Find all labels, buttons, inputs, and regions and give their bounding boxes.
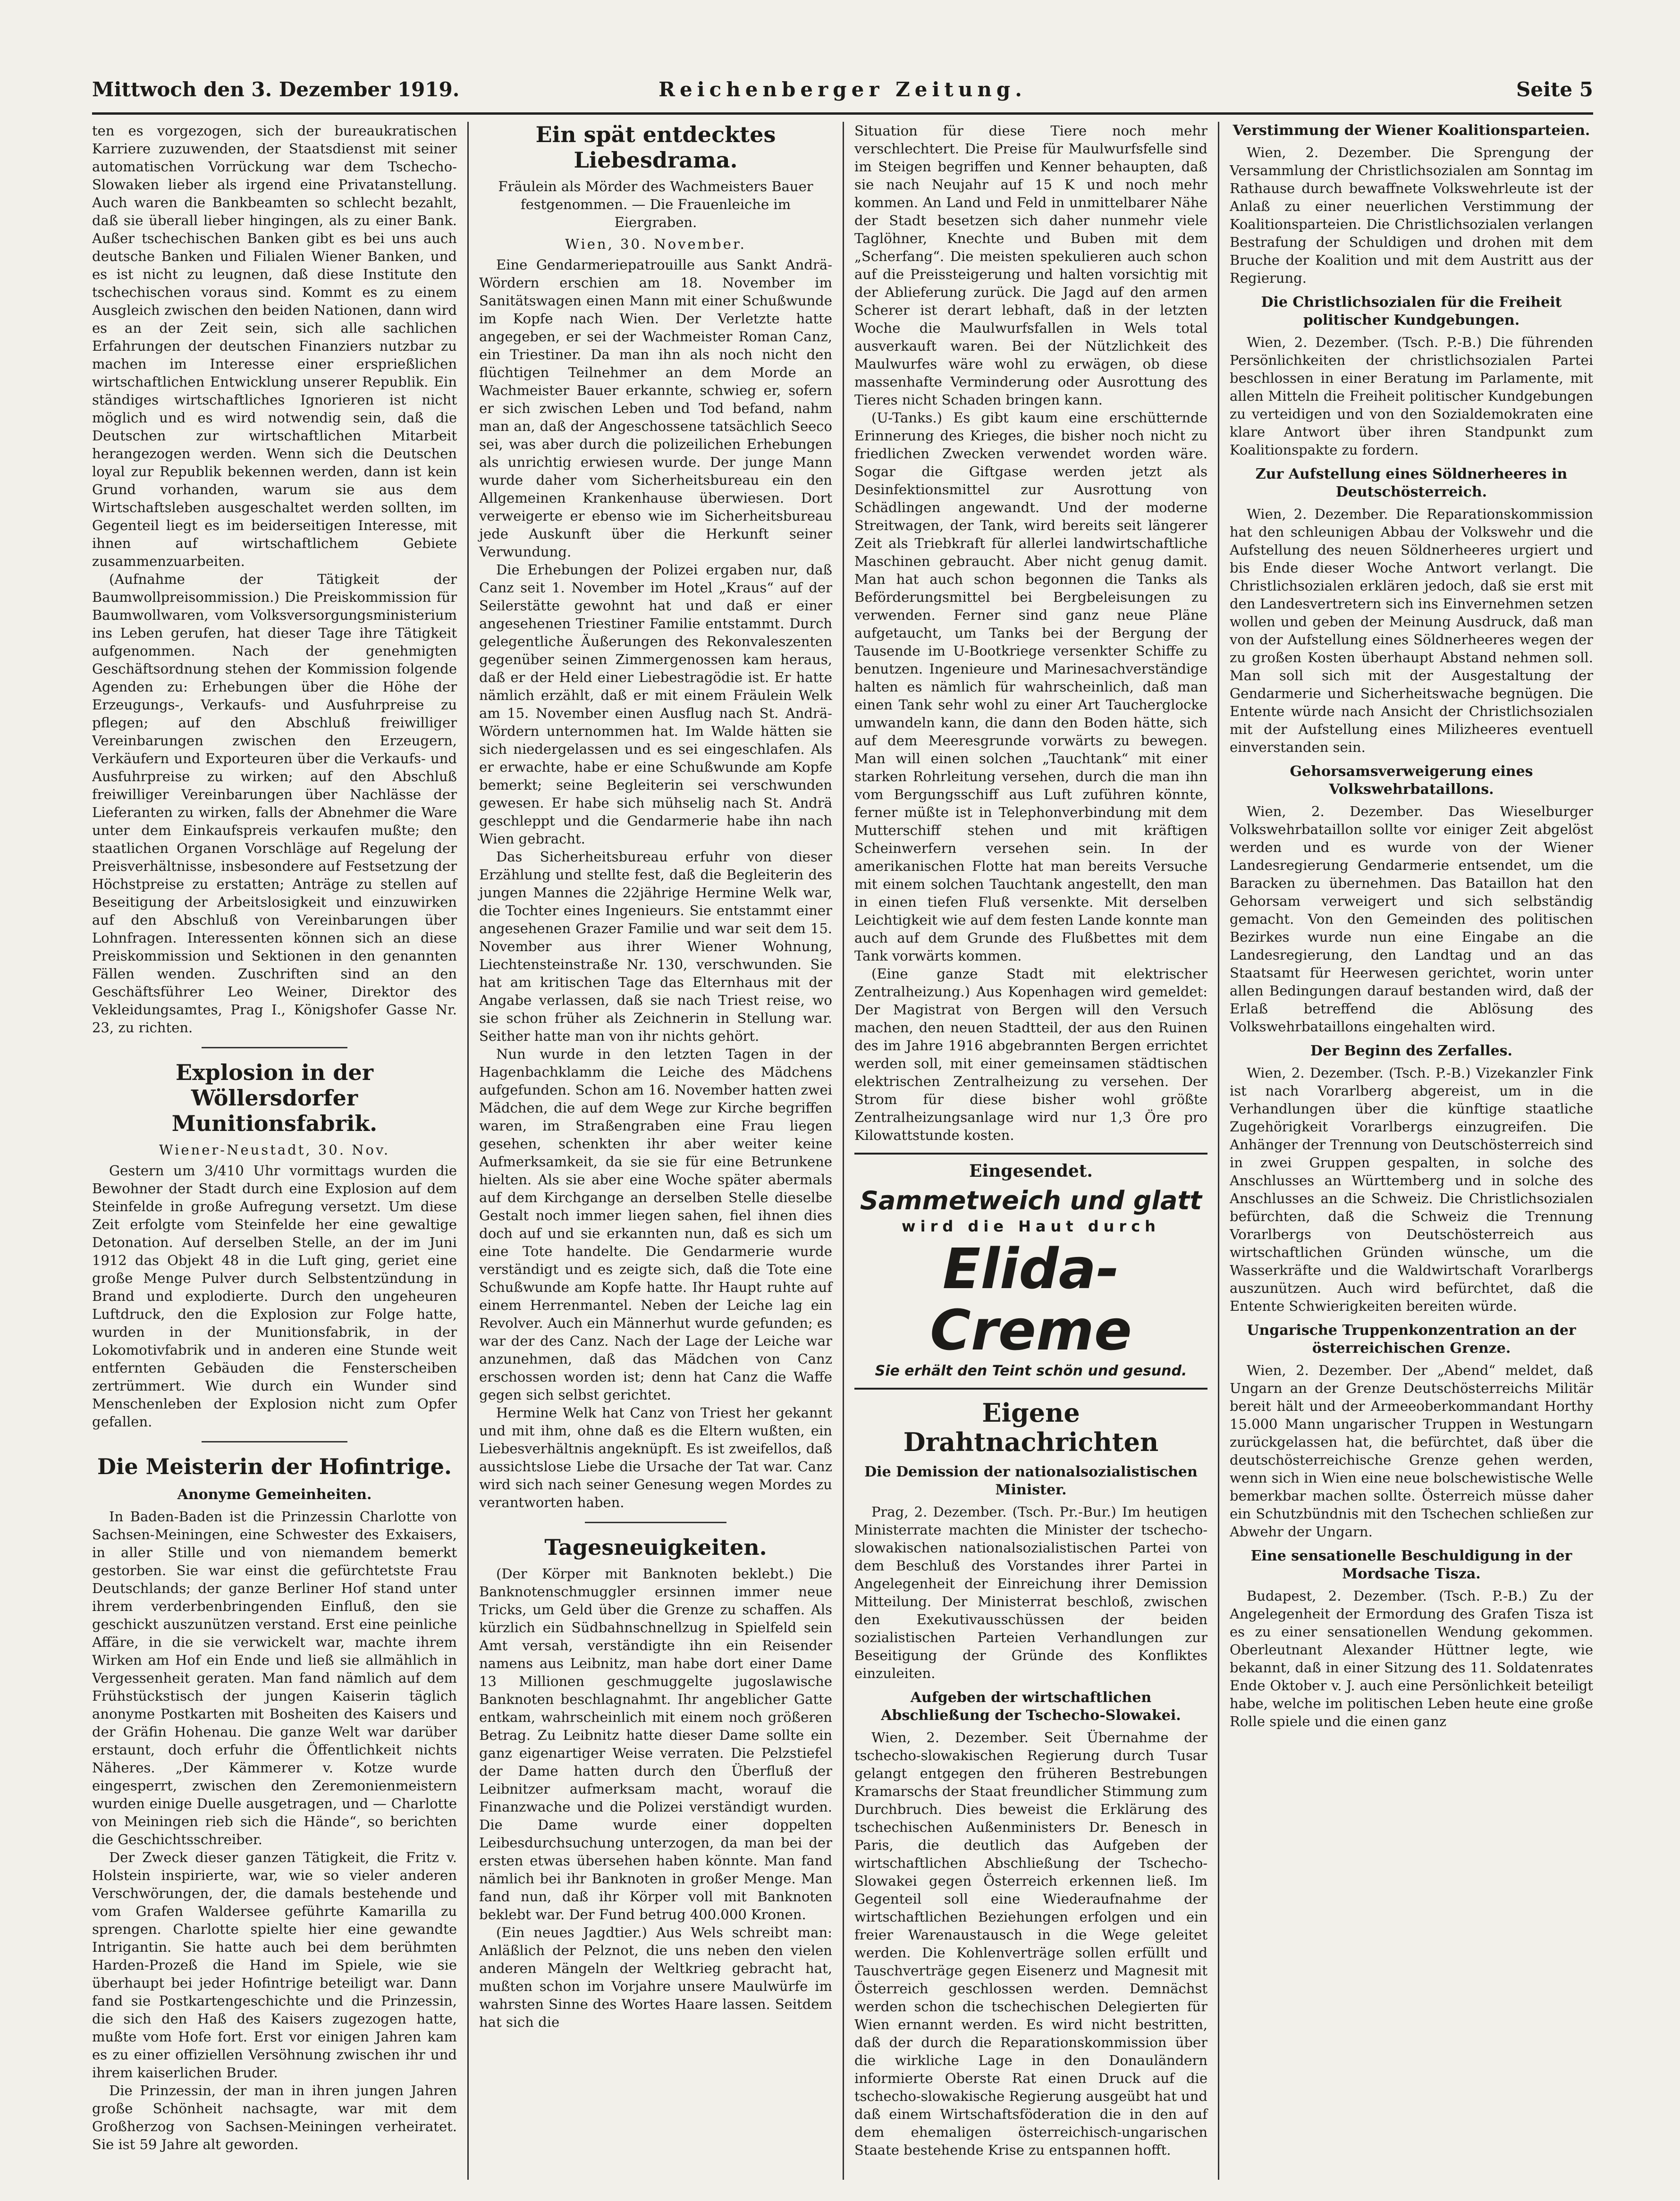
article-paragraph: Wien, 2. Dezember. Seit Übernahme der tschecho-slowakischen Regierung durch Tusar gelangt entgegen den früheren Bestrebungen Kramarschs der Staat freundlicher Stimmung zum Durchbruch. Dies beweist die Erklärung des tschechischen Außenministers Dr. Benesch in Paris, die deutlich das Aufgeben der wirtschaftlichen Abschließung der Tschecho-Slowakei gegen Österreich erkennen ließ. Im Gegenteil soll eine Wiederaufnahme der wirtschaftlichen Beziehungen erfolgen und ein freier Warenaustausch in die Wege geleitet werden. Die Kohlenverträge sollen erfüllt und Tauschverträge gegen Eisenerz und Magnesit mit Österreich geschlossen werden. Demnächst werden schon die tschechischen Delegierten für Wien ernannt werden. Es wird nicht bestritten, daß der durch die Reparationskommission über die wirkliche Lage in den Donauländern informierte Oberste Rat einen Druck auf die tschecho-slowakische Regierung ausgeübt hat und daß einem Wirtschaftsföderation die in den auf dem ehemaligen österreichisch-ungarischen Staate bestehende Krise zu entspannen hofft. [854,1729,1207,2158]
article-paragraph: Wien, 2. Dezember. Die Reparationskommission hat den schleunigen Abbau der Volkswehr und die Aufstellung des neuen Söldnerheeres urgiert und bis Ende dieser Woche Antwort verlangt. Die Christlichsozialen erklären jedoch, daß sie erst mit den Landesvertretern sich ins Einvernehmen setzen wollen und geben der Meinung Ausdruck, daß man von der Aufstellung eines Söldnerheeres wegen der zu großen Kosten überhaupt Abstand nehmen soll. Man soll sich mit der Ausgestaltung der Gendarmerie und Sicherheitswache begnügen. Die Entente würde nach Ansicht der Christlichsozialen mit der Aufstellung eines Milizheeres eventuell einverstanden sein. [1230,506,1593,755]
ad-brand: Elida-Creme [930,1236,1132,1363]
article-paragraph: Eine Gendarmeriepatrouille aus Sankt Andrä-Wördern erschien am 18. November im Sanitätswagen einen Mann mit einer Schußwunde im Kopfe nach Wien. Der Verletzte hatte angegeben, er sei der Wachmeister Roman Canz, ein Triestiner. Da man ihn als noch nicht den flüchtigen Teilnehmer an dem Morde an Wachmeister Bauer erkannte, schwieg er, sofern er sich zwischen Leben und Tod befand, nahm man an, daß der Angeschossene tatsächlich Seeco sei, was aber durch die polizeilichen Erhebungen als unrichtig erwiesen wurde. Der junge Mann wurde daher vom Sicherheitsbureau ein den Allgemeinen Krankenhause überwiesen. Dort verweigerte er ebenso wie im Sicherheitsbureau jede Auskunft über die Herkunft seiner Verwundung. [479,257,832,560]
article-paragraph: Wien, 2. Dezember. Das Wieselburger Volkswehrbataillon sollte vor einiger Zeit abgelöst werden und es wurde von der Wiener Landesregierung Gendarmerie entsendet, um die Baracken zu übernehmen. Das Bataillon hat den Gehorsam verweigert und sich selbständig gemacht. Von den Gemeinden des politischen Bezirkes wurde nun eine Eingabe an die Landesregierung, den Landtag und an das Staatsamt für Heerwesen gerichtet, worin unter allen Bedingungen darauf bestanden wird, daß der Erlaß betreffend die Ablösung des Volkswehrbataillons eingehalten wird. [1230,803,1593,1035]
newspaper-title: Reichenberger Zeitung. [658,78,1027,101]
news-item: (U-Tanks.) Es gibt kaum eine erschütternde Erinnerung des Krieges, die bisher noch nicht zu friedlichen Zwecken verwendet worden wäre. Sogar die Giftgase werden jetzt als Desinfektionsmittel zur Ausrottung von Schädlingen angewandt. Und der moderne Streitwagen, der Tank, wird bereits seit längerer Zeit als Triebkraft für allerlei landwirtschaftliche Maschinen gebraucht. Aber nicht genug damit. Man hat auch schon begonnen die Tanks als Beförderungsmittel bei Bergbeleisungen zu verwenden. Ferner sind ganz neue Pläne aufgetaucht, um Tanks bei der Bergung der Tausende im U-Bootkriege versenkter Schiffe zu benutzen. Ingenieure und Marinesachverständige halten es nämlich für wahrscheinlich, daß man einen Tank sehr wohl zu einer Art Taucherglocke umwandeln kann, die dann den Boden hätte, sich auf dem Meeresgrunde vorwärts zu bewegen. Man will einen solchen „Tauchtank“ mit einer starken Rohrleitung versehen, durch die man ihn vom Bergungsschiff aus Luft zuführen könnte, ferner müßte ist in Telephonverbindung mit dem Mutterschiff stehen und mit kräftigen Scheinwerfern versehen sein. In der amerikanischen Flotte hat man bereits Versuche mit einem solchen Tauchtank angestellt, den man in einen tiefen Fluß versenkte. Mit derselben Leichtigkeit wie auf dem festen Lande konnte man auch auf dem Grunde des Flußbettes mit dem Tank vorwärts kommen. [854,410,1207,964]
ad-slogan: Sammetweich und glatt [860,1186,1202,1215]
article-paragraph: Wien, 2. Dezember. Die Sprengung der Versammlung der Christlichsozialen am Sonntag im Rathause durch bewaffnete Volkswehrleute ist der Anlaß zu einer neuerlichen Verstimmung der Koalitionsparteien. Die Christlichsozialen verlangen Bestrafung der Schuldigen und drohen mit dem Bruche der Koalition und mit dem Austritt aus der Regierung. [1230,144,1593,286]
article-subheadline: Die Demission der nationalsozialistischen Minister. [864,1464,1198,1498]
article-paragraph: Der Zweck dieser ganzen Tätigkeit, die Fritz v. Holstein inspirierte, war, wie so vieler anderen Verschwörungen, der, die damals bestehende und vom Grafen Waldersee geführte Kamarilla zu sprengen. Charlotte spielte hier eine gewandte Intrigantin. Sie hatte auch bei dem berühmten Harden-Prozeß die Hand im Spiele, wie sie überhaupt bei jeder Hofintrige beteiligt war. Dann fand sie Postkartengeschichte und die Prinzessin, die sich den Haß des Kaisers zugezogen hatte, mußte vom Hofe fort. Erst vor einigen Jahren kam es zu einer offiziellen Versöhnung zwischen ihr und ihrem kaiserlichen Bruder. [92,1849,457,2081]
article-kicker: Fräulein als Mörder des Wachmeisters Bauer festgenommen. — Die Frauenleiche im Eiergraben. [498,178,813,230]
article-paragraph: Budapest, 2. Dezember. (Tsch. P.-B.) Zu der Angelegenheit der Ermordung des Grafen Tisza ist es zu einer sensationellen Wendung gekommen. Oberleutnant Alexander Hüttner legte, wie bekannt, daß in einer Sitzung des 11. Soldatenrates Ende Oktober v. J. auch eine Persönlichkeit beteiligt habe, welche im politischen Leben heute eine große Rolle spiele und die einen ganz [1230,1588,1593,1729]
separator [585,1522,726,1523]
ad-subline: wird die Haut durch [902,1217,1160,1235]
article-paragraph: Gestern um 3/410 Uhr vormittags wurden die Bewohner der Stadt durch eine Explosion auf dem Steinfelde in große Aufregung versetzt. Um diese Zeit erfolgte vom Steinfelde her eine gewaltige Detonation. Auf derselben Stelle, an der im Juni 1912 das Objekt 48 in die Luft ging, geriet eine große Menge Pulver durch Selbstentzündung in Brand und explodierte. Durch den ungeheuren Luftdruck, den die Explosion zur Folge hatte, wurden in der Munitionsfabrik, in der Lokomotivfabrik und in anderen eine Stunde weit entfernten Gebäuden die Fensterscheiben zertrümmert. Wie durch ein Wunder sind Menschenleben der Explosion nicht zum Opfer gefallen. [92,1163,457,1430]
article-subheadline: Der Beginn des Zerfalles. [1310,1043,1512,1059]
article-headline: Explosion in der Wöllersdorfer Munitionsfabrik. [171,1060,378,1136]
article-columns [92,122,1593,2180]
header-rule [92,112,1593,115]
article-headline: Die Meisterin der Hofintrige. [97,1454,452,1479]
section-headline: Tagesneuigkeiten. [544,1535,767,1560]
advertisement [854,1153,1207,1390]
article-subheadline: Eine sensationelle Beschuldigung in der Mordsache Tisza. [1250,1548,1572,1582]
article-paragraph: ten es vorgezogen, sich der bureaukratischen Karriere zuzuwenden, der Staatsdienst mit seiner automatischen Vorrückung war dem Tschecho-Slowaken lieber als irgend eine Privatanstellung. Auch waren die Bankbeamten so schlecht bezahlt, daß sie überall lieber hingingen, als zu einer Bank. Außer tschechischen Banken gibt es bei uns auch deutsche Banken und Filialen Wiener Banken, und es ist nicht zu leugnen, daß diese Institute den tschechischen voraus sind. Kommt es zu einem Ausgleich zwischen den beiden Nationen, dann wird es an der Zeit sein, sich alle sachlichen Erfahrungen der deutschen Finanziers nutzbar zu machen im Interesse einer ersprießlichen wirtschaftlichen Entwicklung unserer Republik. Ein ständiges wirtschaftliches Ignorieren ist nicht möglich und es wird notwendig sein, daß die Deutschen zur wirtschaftlichen Mitarbeit herangezogen werden. Wenn sich die Deutschen loyal zur Republik bekennen werden, dann ist kein Grund vorhanden, warum sie aus dem Wirtschaftsleben ausgeschaltet werden sollten, im Gegenteil liegt es im beiderseitigen Interesse, mit ihnen auf wirtschaftlichem Gebiete zusammenzuarbeiten. [92,123,457,569]
column-1 [92,122,467,2180]
ad-label: Eingesendet. [969,1161,1093,1181]
news-item: (Eine ganze Stadt mit elektrischer Zentralheizung.) Aus Kopenhagen wird gemeldet: Der Magistrat von Bergen will den Versuch machen, den neuen Stadtteil, der aus den Ruinen des im Jahre 1916 abgebrannten Bergen errichtet werden soll, mit einer gemeinsamen städtischen elektrischen Zentralheizung zu versehen. Der Strom für diese bisher wohl größte Zentralheizungsanlage wird nur 1,3 Öre pro Kilowattstunde kosten. [854,966,1207,1143]
article-paragraph: Das Sicherheitsbureau erfuhr von dieser Erzählung und stellte fest, daß die Begleiterin des jungen Mannes die 22jährige Hermine Welk war, die Tochter eines Ingenieurs. Sie entstammt einer angesehenen Grazer Familie und war seit dem 15. November aus ihrer Wiener Wohnung, Liechtensteinstraße Nr. 130, verschwunden. Sie hat am kritischen Tage das Elternhaus mit der Angabe verlassen, daß sie nach Triest reise, wo sie schon früher als Zeichnerin in Stellung war. Seither hatte man von ihr nichts gehört. [479,849,832,1044]
issue-date: Mittwoch den 3. Dezember 1919. [92,78,460,101]
article-paragraph: Die Prinzessin, der man in ihren jungen Jahren große Schönheit nachsagte, war mit dem Großherzog von Sachsen-Meiningen verheiratet. Sie ist 59 Jahre alt geworden. [92,2083,457,2152]
column-4 [1218,122,1593,2180]
article-subheadline: Anonyme Gemeinheiten. [177,1486,372,1503]
dateline: Wiener-Neustadt, 30. Nov. [159,1142,390,1158]
article-subheadline: Ungarische Truppenkonzentration an der österreichischen Grenze. [1247,1322,1576,1357]
article-subheadline: Die Christlichsozialen für die Freiheit politischer Kundgebungen. [1261,294,1562,329]
news-item: (Der Körper mit Banknoten beklebt.) Die Banknotenschmuggler ersinnen immer neue Tricks, um Geld über die Grenze zu schaffen. Als kürzlich ein Südbahnschnellzug in Spielfeld sein Amt versah, verständigte ihn ein Reisender namens aus Leibnitz, man habe dort einer Dame 13 Millionen geschmuggelte jugoslawische Banknoten beschlagnahmt. Ihr angeblicher Gatte entkam, wahrscheinlich mit einem noch größeren Betrag. Zu Leibnitz hatte dieser Dame sollte ein ganz eigenartiger Weise verraten. Die Pelzstiefel der Dame hatten durch den Überfluß der Leibnitzer aufmerksam macht, worauf die Finanzwache und die Polizei verständigt wurden. Die Dame wurde einer doppelten Leibesdurchsuchung unterzogen, da man bei der ersten etwas übersehen haben könnte. Man fand nämlich bei ihr Banknoten in großer Menge. Man fand nun, daß ihr Körper voll mit Banknoten beklebt war. Der Fund betrug 400.000 Kronen. [479,1566,832,1923]
column-2 [467,122,843,2180]
ad-tagline: Sie erhält den Teint schön und gesund. [875,1363,1187,1379]
column-3 [843,122,1218,2180]
article-paragraph: Wien, 2. Dezember. Der „Abend“ meldet, daß Ungarn an der Grenze Deutschösterreichs Militär bereit hält und der Armeeoberkommandant Horthy 15.000 Mann ungarischer Truppen in Westungarn zurückgelassen hat, die befürchtet, daß über die deutschösterreichische Grenze gehen werden, wenn sich in Wien eine neue bolschewistische Welle bemerkbar machen sollte. Österreich müsse daher ein Schutzbündnis mit den Tschechen schließen zur Abwehr der Ungarn. [1230,1362,1593,1540]
article-paragraph: (Aufnahme der Tätigkeit der Baumwollpreisommission.) Die Preiskommission für Baumwollwaren, vom Volksversorgungsministerium ins Leben gerufen, hat dieser Tage ihre Tätigkeit aufgenommen. Nach der genehmigten Geschäftsordnung stehen der Kommission folgende Agenden zu: Erhebungen über die Höhe der Erzeugungs-, Verkaufs- und Ausfuhrpreise zu pflegen; auf den Abschluß freiwilliger Vereinbarungen zwischen den Erzeugern, Verkäufern und Exporteuren über die Verkaufs- und Ausfuhrpreise zu wirken; auf den Abschluß freiwilliger Vereinbarungen über Nachlässe der Lieferanten zu wirken, falls der Abnehmer die Ware unter dem Einkaufspreis verkaufen mußte; den staatlichen Organen Vorschläge auf Regelung der Preisverhältnisse, insbesondere auf Festsetzung der Höchstpreise zu erstatten; Anträge zu stellen auf Beseitigung der Arbeitslosigkeit und einzuwirken auf den Abschluß von Vereinbarungen über Lohnfragen. Interessenten können sich an diese Preiskommission und Sektionen in den genannten Fällen wenden. Zuschriften sind an den Geschäftsführer Leo Weiner, Direktor des Vekleidungsamtes, Prag I., Königshofer Gasse Nr. 23, zu richten. [92,571,457,1036]
article-paragraph: Hermine Welk hat Canz von Triest her gekannt und mit ihm, ohne daß es die Eltern wußten, ein Liebesverhältnis angeknüpft. Es ist zweifellos, daß aussichtslose Liebe die Ursache der Tat war. Canz wird sich nach seiner Genesung wegen Mordes zu verantworten haben. [479,1405,832,1510]
article-subheadline: Verstimmung der Wiener Koalitionsparteien. [1233,122,1590,139]
article-paragraph: Wien, 2. Dezember. (Tsch. P.-B.) Vizekanzler Fink ist nach Vorarlberg abgereist, um in die Verhandlungen über die künftige staatliche Zugehörigkeit Vorarlbergs einzugreifen. Die Anhänger der Trennung von Deutschösterreich sind in zwei Gruppen gespalten, in solche des Anschlusses an Württemberg und in solche des Anschlusses an die Schweiz. Die Christlichsozialen befürchten, daß die Schweiz die Trennung Vorarlbergs von Deutschösterreich aus wirtschaftlichen Gründen wünsche, um die Wasserkräfte und die Waldwirtschaft Vorarlbergs auszunützen. Auch wird befürchtet, daß die Entente Schwierigkeiten bereiten würde. [1230,1065,1593,1314]
article-headline: Ein spät entdecktes Liebesdrama. [535,122,776,173]
section-headline: Eigene Drahtnachrichten [903,1398,1159,1457]
separator [202,1047,347,1048]
news-item: (Ein neues Jagdtier.) Aus Wels schreibt man: Anläßlich der Pelznot, die uns neben den vielen anderen Mängeln der Weltkrieg gebracht hat, mußten schon im Vorjahre unsere Maulwürfe im wahrsten Sinne des Wortes Haare lassen. Seitdem hat sich die [479,1924,832,2030]
article-subheadline: Aufgeben der wirtschaftlichen Abschließung der Tschecho-Slowakei. [881,1689,1181,1724]
article-paragraph: Wien, 2. Dezember. (Tsch. P.-B.) Die führenden Persönlichkeiten der christlichsozialen Partei beschlossen in einer Beratung im Parlamente, mit allen Mitteln die Freiheit politischer Kundgebungen zu verteidigen und von den Sozialdemokraten eine klare Antwort über ihren Standpunkt zum Koalitionspakte zu fordern. [1230,334,1593,458]
article-paragraph: Die Erhebungen der Polizei ergaben nur, daß Canz seit 1. November im Hotel „Kraus“ auf der Seilerstätte gewohnt hat und daß er einer angesehenen Triestiner Familie entstammt. Durch gelegentliche Äußerungen des Rekonvaleszenten gegenüber seinen Zimmergenossen kam heraus, daß er der Held einer Liebestragödie ist. Er hatte nämlich erzählt, daß er mit einem Fräulein Welk am 15. November einen Ausflug nach St. Andrä-Wördern unternommen hat. Im Walde hätten sie sich niedergelassen und es sei eingeschlafen. Als er erwachte, habe er eine Schußwunde am Kopfe bemerkt; seine Begleiterin sei verschwunden gewesen. Er habe sich mühselig nach St. Andrä geschleppt und die Gendarmerie habe ihn nach Wien gebracht. [479,562,832,847]
article-subheadline: Gehorsamsverweigerung eines Volkswehrbataillons. [1290,763,1533,798]
page-header [92,78,1593,106]
page-number: Seite 5 [1516,78,1593,101]
article-paragraph: In Baden-Baden ist die Prinzessin Charlotte von Sachsen-Meiningen, eine Schwester des Exkaisers, in aller Stille und von niemandem bemerkt gestorben. Sie war einst die gefürchtetste Frau Deutschlands; der ganze Berliner Hof stand unter ihrem verderbenbringenden Einfluß, den sie geschickt auszunützen verstand. Erst eine peinliche Affäre, in die sie verwickelt war, machte ihrem Wirken am Hof ein Ende und ließ sie allmählich in Vergessenheit geraten. Man fand nämlich auf dem Frühstückstisch der jungen Kaiserin täglich anonyme Postkarten mit Bosheiten des Kaisers und der Gräfin Hohenau. Die ganze Welt war darüber erstaunt, doch erfuhr die Öffentlichkeit nichts Näheres. „Der Kämmerer v. Kotze wurde eingesperrt, zwischen den Zeremonienmeistern wurden einige Duelle ausgetragen, und — Charlotte von Meiningen rieb sich die Hände“, so berichten die Geschichtsschreiber. [92,1509,457,1847]
dateline: Wien, 30. November. [565,236,746,252]
news-item: Situation für diese Tiere noch mehr verschlechtert. Die Preise für Maulwurfsfelle sind im Steigen begriffen und Kenner behaupten, daß sie nach Neujahr auf 15 K und noch mehr kommen. An Land und Feld in unmittelbarer Nähe der Stadt besetzen sich daher nunmehr viele Taglöhner, Knechte und Buben mit dem „Scherfang“. Die meisten spekulieren auch schon auf die Preissteigerung und halten vorsichtig mit der Ablieferung zurück. Die Jagd auf den armen Scherer ist derart lebhaft, daß in der letzten Woche die Maulwurfsfallen in Wels total ausverkauft waren. Bei der Nützlichkeit des Maulwurfes wäre wohl zu erwägen, ob diese massenhafte Verminderung oder Ausrottung des Tieres nicht Schaden bringen kann. [854,123,1207,408]
article-subheadline: Zur Aufstellung eines Söldnerheeres in Deutschösterreich. [1255,466,1568,500]
separator [202,1441,347,1442]
article-paragraph: Nun wurde in den letzten Tagen in der Hagenbachklamm die Leiche des Mädchens aufgefunden. Schon am 16. November hatten zwei Mädchen, die auf dem Wege zur Kirche begriffen waren, im Straßengraben eine Frau liegen gesehen, schenkten ihr aber weiter keine Aufmerksamkeit, da sie sie für eine Betrunkene hielten. Als sie aber eine Woche später abermals auf dem Kirchgange an derselben Stelle dieselbe Gestalt noch immer liegen sahen, fiel ihnen dies doch auf und sie erkannten nun, daß es sich um eine Tote handelte. Die Gendarmerie wurde verständigt und es zeigte sich, daß die Tote eine Schußwunde am Kopfe hatte. Ihr Haupt ruhte auf einem Herrenmantel. Neben der Leiche lag ein Revolver. Auch ein Männerhut wurde gefunden; es war der des Canz. Nach der Lage der Leiche war anzunehmen, daß das Mädchen von Canz erschossen worden ist; denn hat Canz die Waffe gegen sich selbst gerichtet. [479,1046,833,1403]
article-paragraph: Prag, 2. Dezember. (Tsch. Pr.-Bur.) Im heutigen Ministerrate machten die Minister der tschecho-slowakischen nationalsozialistischen Partei von dem Beschluß des Vorstandes ihrer Partei in Angelegenheit der Einreichung ihrer Demission Mitteilung. Der Ministerrat beschloß, zwischen den Exekutivausschüssen der beiden sozialistischen Parteien Verhandlungen zur Beseitigung der Gründe des Konfliktes einzuleiten. [854,1504,1207,1681]
